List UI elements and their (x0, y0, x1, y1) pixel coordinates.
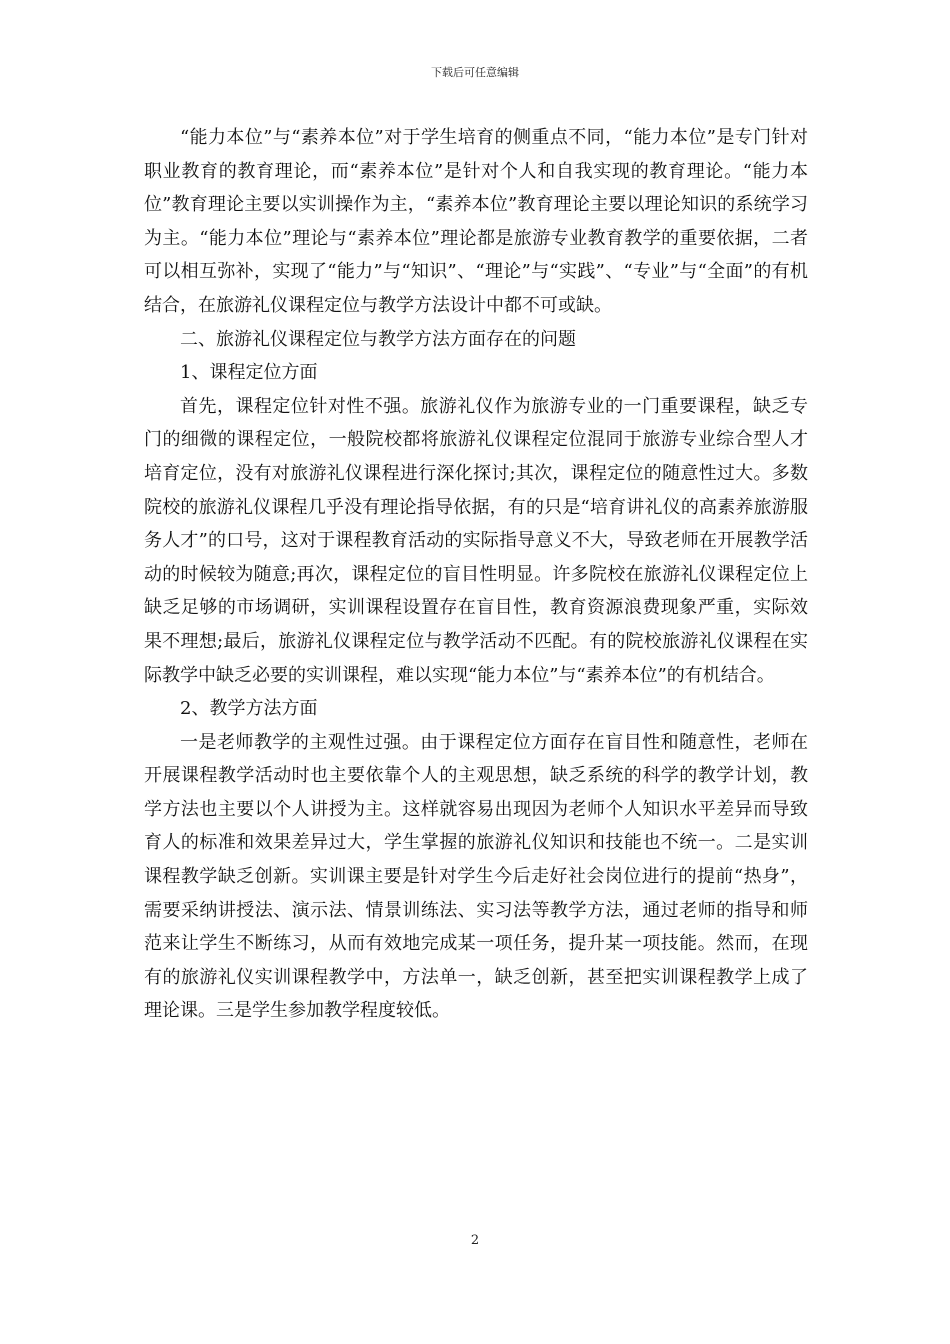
paragraph-course-positioning: 首先，课程定位针对性不强。旅游礼仪作为旅游专业的一门重要课程，缺乏专门的细微的课程定位，一般院校都将旅游礼仪课程定位混同于旅游专业综合型人才培育定位，没有对旅游礼仪课程进行深化探讨;其次，课程定位的随意性过大。多数院校的旅游礼仪课程几乎没有理论指导依据，有的只是“培育讲礼仪的高素养旅游服务人才”的口号，这对于课程教育活动的实际指导意义不大，导致老师在开展教学活动的时候较为随意;再次，课程定位的盲目性明显。许多院校在旅游礼仪课程定位上缺乏足够的市场调研，实训课程设置存在盲目性，教育资源浪费现象严重，实际效果不理想;最后，旅游礼仪课程定位与教学活动不匹配。有的院校旅游礼仪课程在实际教学中缺乏必要的实训课程，难以实现“能力本位”与“素养本位”的有机结合。 (144, 395, 808, 686)
page-footer (0, 1233, 950, 1249)
subsection-heading-course-positioning: 1、课程定位方面 (180, 362, 318, 384)
document-body (144, 121, 808, 1028)
subsection-heading-teaching-methods: 2、教学方法方面 (180, 698, 318, 720)
section-heading-problems: 二、旅游礼仪课程定位与教学方法方面存在的问题 (180, 328, 576, 350)
page-number: 2 (470, 1233, 480, 1248)
header-text: 下载后可任意编辑 (431, 66, 519, 79)
paragraph-teaching-methods: 一是老师教学的主观性过强。由于课程定位方面存在盲目性和随意性，老师在开展课程教学活动时也主要依靠个人的主观思想，缺乏系统的科学的教学计划，教学方法也主要以个人讲授为主。这样就容易出现因为老师个人知识水平差异而导致育人的标准和效果差异过大，学生掌握的旅游礼仪知识和技能也不统一。二是实训课程教学缺乏创新。实训课主要是针对学生今后走好社会岗位进行的提前“热身”，需要采纳讲授法、演示法、情景训练法、实习法等教学方法，通过老师的指导和师范来让学生不断练习，从而有效地完成某一项任务，提升某一项技能。然而，在现有的旅游礼仪实训课程教学中，方法单一，缺乏创新，甚至把实训课程教学上成了理论课。三是学生参加教学程度较低。 (144, 731, 808, 1022)
page-header (0, 66, 950, 80)
paragraph-theory-comparison: “能力本位”与“素养本位”对于学生培育的侧重点不同，“能力本位”是专门针对职业教育的教育理论，而“素养本位”是针对个人和自我实现的教育理论。“能力本位”教育理论主要以实训操作为主，“素养本位”教育理论主要以理论知识的系统学习为主。“能力本位”理论与“素养本位”理论都是旅游专业教育教学的重要依据，二者可以相互弥补，实现了“能力”与“知识”、“理论”与“实践”、“专业”与“全面”的有机结合，在旅游礼仪课程定位与教学方法设计中都不可或缺。 (144, 127, 808, 316)
